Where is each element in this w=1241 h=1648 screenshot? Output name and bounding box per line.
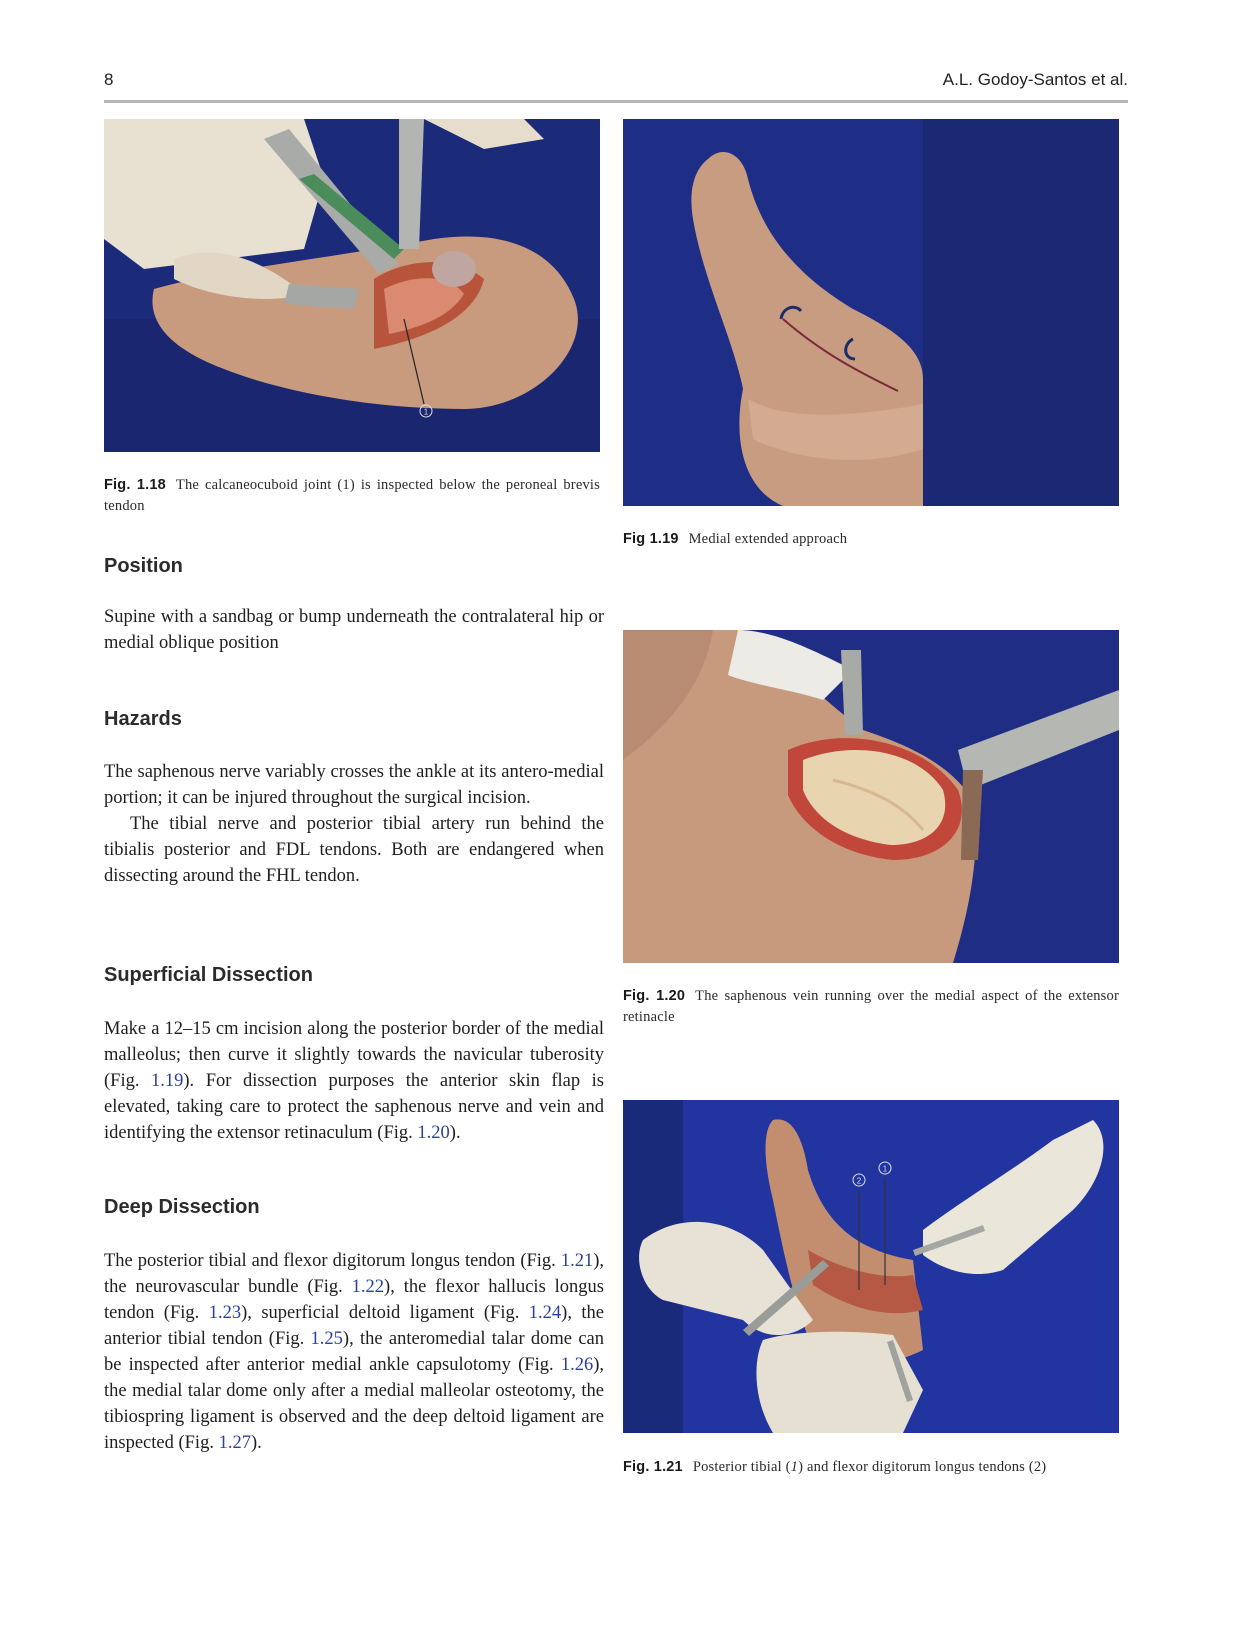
figure-1-18-caption [104, 475, 600, 517]
figure-1-20-caption [623, 986, 1119, 1028]
figure-1-18-marker: 1 [423, 407, 429, 417]
figure-label: Fig. 1.20 [623, 988, 686, 1004]
section-heading-hazards: Hazards [104, 708, 182, 730]
fig-ref-1-20[interactable]: 1.20 [417, 1123, 450, 1143]
caption-text: The calcaneocuboid joint (1) is inspected below the peroneal brevis tendon [104, 477, 600, 514]
deep-dissection-paragraph [104, 1248, 604, 1456]
hazards-paragraph [104, 759, 604, 889]
caption-text: Medial extended approach [688, 531, 848, 547]
section-heading-deep-dissection: Deep Dissection [104, 1196, 260, 1218]
caption-text: The saphenous vein running over the medial aspect of the extensor retinacle [623, 988, 1119, 1025]
fig-ref-1-26[interactable]: 1.26 [560, 1355, 594, 1375]
hazards-text-2: The tibial nerve and posterior tibial artery run behind the tibialis posterior and FDL tendons. Both are endangered when dissecting around the FHL tendon. [104, 814, 604, 886]
figure-label: Fig 1.19 [623, 531, 679, 547]
superficial-text: Make a 12–15 cm incision along the posterior border of the medial malleolus; then curve it slightly towards the navicular tuberosity (Fig. 1.19). For dissection purposes the anterior skin flap is elevated, taking care to protect the saphenous nerve and vein and identifying the extensor retinaculum (Fig. 1.20). [104, 1019, 605, 1143]
figure-1-19-photo [623, 119, 1119, 506]
fig-ref-1-19[interactable]: 1.19 [151, 1071, 184, 1091]
figure-1-20-photo [623, 630, 1119, 963]
position-text: Supine with a sandbag or bump underneath the contralateral hip or medial oblique position [104, 607, 604, 653]
figure-1-21-photo [623, 1100, 1119, 1433]
figure-1-19-caption [623, 529, 1119, 550]
superficial-dissection-paragraph [104, 1016, 604, 1146]
fig-ref-1-24[interactable]: 1.24 [528, 1303, 562, 1323]
position-paragraph [104, 604, 604, 656]
hazards-text-1: The saphenous nerve variably crosses the ankle at its antero-medial portion; it can be injured throughout the surgical incision. [104, 762, 604, 808]
section-heading-superficial-dissection: Superficial Dissection [104, 964, 313, 986]
figure-1-21-marker-1: 1 [882, 1164, 888, 1174]
fig-ref-1-25[interactable]: 1.25 [310, 1329, 343, 1349]
header-rule [104, 100, 1128, 103]
fig-ref-1-27[interactable]: 1.27 [218, 1433, 251, 1453]
deep-text: The posterior tibial and flexor digitorum longus tendon (Fig. 1.21), the neurovascular bundle (Fig. 1.22), the flexor hallucis longus tendon (Fig. 1.23), superficial deltoid ligament (Fig. 1.24), the anterior tibial tendon (Fig. 1.25), the anteromedial talar dome can be inspected after anterior medial ankle capsulotomy (Fig. 1.26), the medial talar dome only after a medial malleolar osteotomy, the tibiospring ligament is observed and the deep deltoid ligament are inspected (Fig. 1.27). [104, 1251, 604, 1453]
figure-1-21-marker-2: 2 [856, 1176, 862, 1186]
page-number: 8 [104, 70, 114, 89]
fig-ref-1-22[interactable]: 1.22 [351, 1277, 385, 1297]
running-header-authors: A.L. Godoy-Santos et al. [942, 70, 1128, 89]
figure-1-21-caption: Fig. 1.21 Posterior tibial (1) and flexor digitorum longus tendons (2) [623, 1459, 1047, 1475]
fig-ref-1-23[interactable]: 1.23 [208, 1303, 242, 1323]
figure-1-18-photo [104, 119, 600, 452]
figure-label: Fig. 1.21 [623, 1459, 683, 1475]
section-heading-position: Position [104, 555, 183, 577]
fig-ref-1-21[interactable]: 1.21 [560, 1251, 594, 1271]
figure-label: Fig. 1.18 [104, 477, 166, 493]
